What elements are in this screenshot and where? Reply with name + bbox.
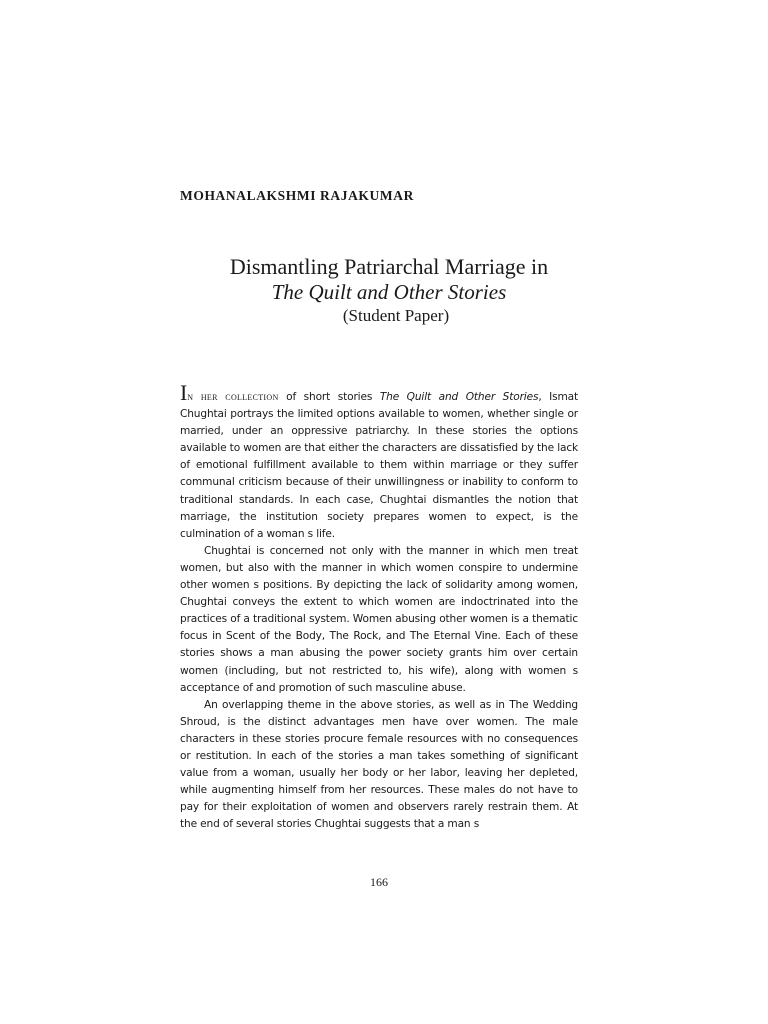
- paragraph-3: An overlapping theme in the above stories, as well as in The Wedding Shroud, is the distinct advantages men have over women. The male characters in these stories procure female resources with no consequences or restitution. In each of the stories a man takes something of significant value from a woman, usually her body or her labor, leaving her depleted, while augmenting himself from her resources. These males do not have to pay for their exploitation of women and observers rarely restrain them. At the end of several stories Chughtai suggests that a man s: [180, 698, 578, 831]
- drop-cap: I: [180, 380, 188, 405]
- title-main: Dismantling Patriarchal Marriage in: [229, 254, 549, 279]
- author-name: MOHANALAKSHMI RAJAKUMAR: [180, 188, 414, 203]
- title-book: The Quilt and Other Stories: [271, 280, 507, 304]
- page-number: 166: [370, 875, 388, 889]
- paragraph-1-lead: of short stories: [278, 391, 380, 403]
- title-subtitle: (Student Paper): [342, 306, 450, 325]
- article-title: [180, 253, 598, 328]
- book-title-inline: The Quilt and Other Stories: [379, 391, 539, 403]
- paragraph-1-text: , Ismat Chughtai portrays the limited options available to women, whether single or married, under an oppressive patriarchy. In these stories the options available to women are that either the characters are dissatisfied by the lack of emotional fulfillment available to them within marriage or they suffer communal criticism because of their unwillingness or inability to conform to traditional standards. In each case, Chughtai dismantles the notion that marriage, the institution society prepares women to expect, is the culmination of a woman s life.: [180, 391, 579, 540]
- paragraph-2: Chughtai is concerned not only with the manner in which men treat women, but also with the manner in which women conspire to undermine other women s positions. By depicting the lack of solidarity among women, Chughtai conveys the extent to which women are indoctrinated into the practices of a traditional system. Women abusing other women is a thematic focus in Scent of the Body, The Rock, and The Eternal Vine. Each of these stories shows a man abusing the power society grants him over certain women (including, but not restricted to, his wife), along with women s acceptance of and promotion of such masculine abuse.: [180, 544, 578, 694]
- article-body: [180, 380, 579, 833]
- opening-smallcaps: n her collection: [187, 391, 279, 403]
- paragraph-1: [180, 380, 579, 543]
